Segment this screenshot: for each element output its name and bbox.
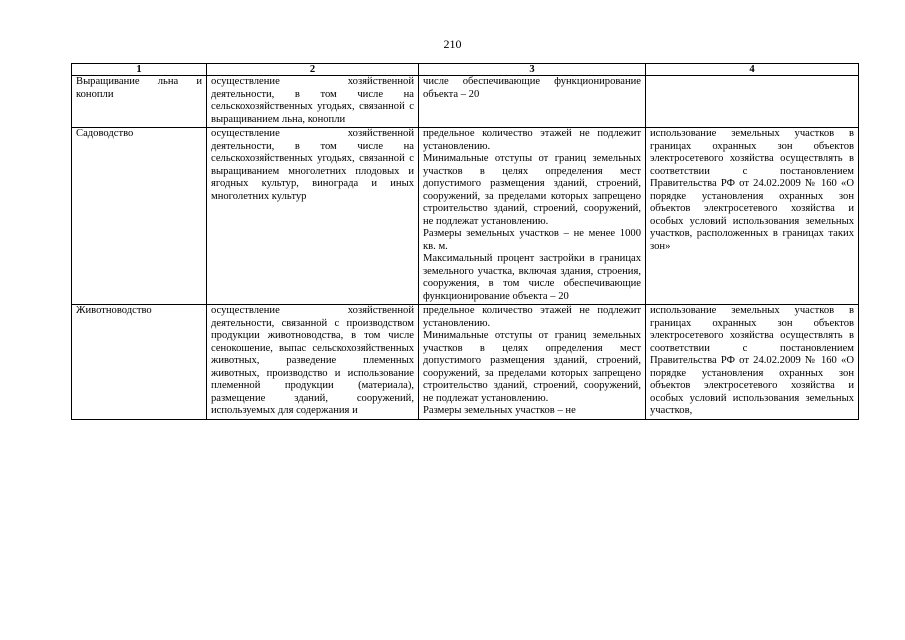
parameter-paragraph: предельное количество этажей не подлежит установлению.	[423, 305, 641, 329]
table-row	[72, 305, 859, 420]
zoning-table	[71, 63, 859, 420]
land-use-name: Садоводство	[72, 128, 207, 305]
land-use-description: осуществление хозяйственной деятельности, связанной с производством продукции животноводства, в том числе сенокошение, выпас сельскохозяйственных животных, разведение племенных животных, производство и использование племенной продукции (материала), размещение зданий, сооружений, используемых для содержания и	[207, 305, 419, 420]
parameter-paragraph: Размеры земельных участков – не	[423, 405, 576, 416]
building-parameters	[419, 305, 646, 420]
usage-restrictions	[646, 76, 859, 128]
column-number-row	[72, 64, 859, 76]
building-parameters	[419, 128, 646, 305]
table-row	[72, 76, 859, 128]
land-use-name: Животноводство	[72, 305, 207, 420]
column-number: 3	[419, 64, 646, 76]
land-use-name: Выращивание льна и конопли	[72, 76, 207, 128]
page-number: 210	[443, 37, 462, 51]
parameter-paragraph: предельное количество этажей не подлежит установлению.	[423, 128, 641, 152]
land-use-description: осуществление хозяйственной деятельности, в том числе на сельскохозяйственных угодьях, связанной с выращиванием льна, конопли	[207, 76, 419, 128]
column-number: 1	[72, 64, 207, 76]
parameter-paragraph: числе обеспечивающие функционирование объекта – 20	[423, 76, 641, 100]
parameter-paragraph: Максимальный процент застройки в границах земельного участка, включая здания, строения, сооружения, в том числе обеспечивающие функционирование объекта – 20	[423, 253, 641, 302]
building-parameters	[419, 76, 646, 128]
parameter-paragraph: Размеры земельных участков – не менее 1000 кв. м.	[423, 228, 641, 252]
parameter-paragraph: Минимальные отступы от границ земельных участков в целях определения мест допустимого размещения зданий, строений, сооружений, за пределами которых запрещено строительство зданий, строений, сооружений, не подлежат установлению.	[423, 153, 641, 227]
column-number: 4	[646, 64, 859, 76]
land-use-description: осуществление хозяйственной деятельности, в том числе на сельскохозяйственных угодьях, связанной с выращиванием многолетних плодовых и ягодных культур, винограда и иных многолетних культур	[207, 128, 419, 305]
table-row	[72, 128, 859, 305]
column-number: 2	[207, 64, 419, 76]
usage-restrictions: использование земельных участков в границах охранных зон объектов электросетевого хозяйства осуществлять в соответствии с постановлением Правительства РФ от 24.02.2009 № 160 «О порядке установления охранных зон объектов электросетевого хозяйства и особых условий использования земельных участков,	[646, 305, 859, 420]
parameter-paragraph: Минимальные отступы от границ земельных участков в целях определения мест допустимого размещения зданий, строений, сооружений, за пределами которых запрещено строительство зданий, строений, сооружений, не подлежат установлению.	[423, 330, 641, 404]
usage-restrictions: использование земельных участков в границах охранных зон объектов электросетевого хозяйства осуществлять в соответствии с постановлением Правительства РФ от 24.02.2009 № 160 «О порядке установления охранных зон объектов электросетевого хозяйства и особых условий использования земельных участков, расположенных в границах таких зон»	[646, 128, 859, 305]
